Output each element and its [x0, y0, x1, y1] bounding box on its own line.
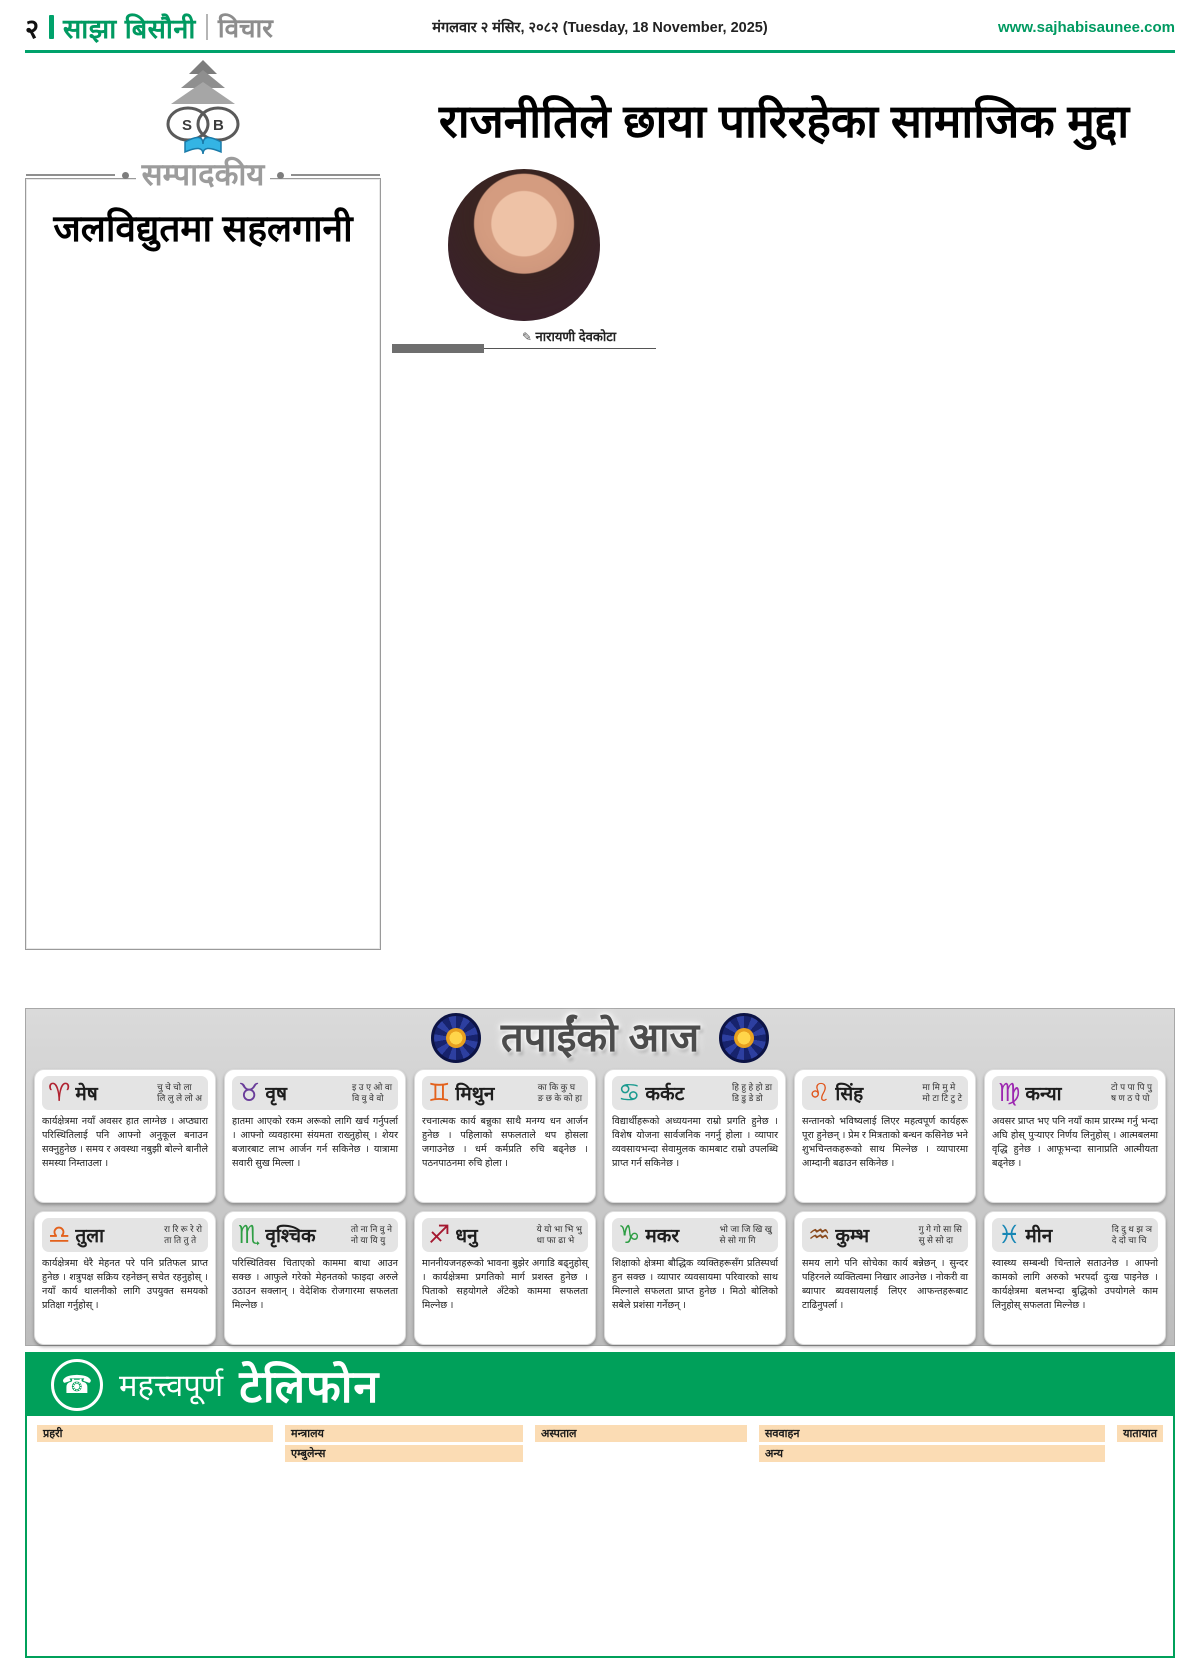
directory-section-heading: अन्य [759, 1445, 1105, 1462]
zodiac-letters: चु चे चो ला लि लु ले लो अ [157, 1081, 202, 1103]
horoscope-banner [26, 1009, 1174, 1067]
pen-icon: ✎ [521, 329, 532, 344]
zodiac-sign-name: वृष [265, 1084, 287, 1105]
telephone-label-small: महत्त्वपूर्ण [119, 1368, 224, 1403]
zodiac-prediction: स्वास्थ्य सम्बन्धी चिन्ताले सताउनेछ । आफ्नो कामको लागि अरुको भरपर्दा दुःख पाइनेछ । कार्यक्षेत्रमा बलभन्दा बुद्धिको उपयोगले काम लिनुहोस् सफलता मिल्नेछ । [992, 1258, 1158, 1311]
directory-section [759, 1425, 1105, 1442]
zodiac-letters: टो प पा पि पु ष ण ठ पे पो [1110, 1081, 1152, 1103]
zodiac-card-header [612, 1076, 778, 1110]
zodiac-sign-icon: ♑ [618, 1220, 641, 1249]
zodiac-sign-name: मिथुन [455, 1084, 495, 1105]
zodiac-card [224, 1069, 406, 1203]
directory-column [285, 1423, 523, 1649]
horoscope-title: तपाईंको आज [500, 1016, 700, 1060]
header-divider [206, 14, 208, 40]
zodiac-sign-name: कन्या [1025, 1084, 1062, 1105]
directory-section-heading: सववाहन [759, 1425, 1105, 1442]
zodiac-sign-icon: ♋ [618, 1078, 641, 1107]
zodiac-sign-name: वृश्चिक [265, 1226, 316, 1247]
zodiac-card-header [612, 1218, 778, 1252]
zodiac-card [794, 1069, 976, 1203]
zodiac-card [414, 1069, 596, 1203]
zodiac-letters: का कि कु घ ङ छ के को हा [537, 1081, 582, 1103]
directory-column [1117, 1423, 1163, 1649]
logo-letter-b: B [213, 117, 224, 134]
zodiac-prediction: कार्यक्षेत्रमा नयाँ अवसर हात लाग्नेछ । अप्ठ्यारा परिस्थितिलाई पनि आफ्नो अनुकूल बनाउन सक्नुहुनेछ । समय र अवस्था नबुझी बोल्ने बानीले समस्या निम्ताउला । [42, 1116, 208, 1169]
zodiac-prediction: रचनात्मक कार्य बन्नुका साथै मनग्य धन आर्जन हुनेछ । पहिलाको सफलताले थप होसला जगाउनेछ । धर्म कर्मप्रति रुचि बढ्नेछ । पठनपाठनमा रुचि होला । [422, 1116, 588, 1169]
directory-section [285, 1445, 523, 1462]
directory-section [535, 1425, 747, 1442]
zodiac-letters: इ उ ए ओ वा वि वु वे वो [352, 1081, 392, 1103]
zodiac-prediction: हातमा आएको रकम अरूको लागि खर्च गर्नुपर्ला । आफ्नो व्यवहारमा संयमता राख्नुहोस् । शेयर बजारबाट लाभ आर्जन गर्न सकिनेछ । यात्रामा सवारी सुख मिल्ला । [232, 1116, 398, 1169]
zodiac-grid [26, 1067, 1174, 1347]
author-name: नारायणी देवकोटा [535, 328, 617, 344]
zodiac-card-header [42, 1076, 208, 1110]
zodiac-card-header [992, 1218, 1158, 1252]
zodiac-prediction: परिस्थितिवस चिताएको काममा बाधा आउन सक्छ । आफुले गरेको मेहनतको फाइदा अरुले उठाउन सक्लान् । वेदेशिक रोजगारमा सफलता मिल्नेछ । [232, 1258, 398, 1311]
zodiac-card [414, 1211, 596, 1345]
zodiac-card-header [232, 1218, 398, 1252]
zodiac-prediction: समय लागे पनि सोचेका कार्य बन्नेछन् । सुन्दर पहिरनले व्यक्तित्वमा निखार आउनेछ । नोकरी वा ब्यापार ब्यवसायलाई लिएर आफन्तहरूबाट टाढिनुपर्ला । [802, 1258, 968, 1311]
zodiac-card [984, 1211, 1166, 1345]
masthead-tick [49, 15, 54, 39]
article-column-2 [676, 165, 914, 953]
phone-icon: ☎ [51, 1359, 103, 1411]
zodiac-wheel-icon [719, 1013, 769, 1063]
zodiac-sign-name: कुम्भ [835, 1226, 870, 1247]
logo-letter-s: S [182, 117, 193, 134]
zodiac-letters: गु गे गो सा सि सु से सो दा [918, 1223, 962, 1245]
zodiac-prediction: कार्यक्षेत्रमा धेरै मेहनत परे पनि प्रतिफल प्राप्त हुनेछ । शत्रुपक्ष सक्रिय रहनेछन् सचेत रहनुहोस् । नयाँ कार्य थालनीको लागि उपयुक्त समयको प्रतिक्षा गर्नुहोस् । [42, 1258, 208, 1311]
zodiac-sign-name: मकर [645, 1226, 680, 1247]
zodiac-prediction: अवसर प्राप्त भए पनि नयाँ काम प्रारम्भ गर्नु भन्दा अघि होस् पुऱ्याएर निर्णय लिनुहोस् । आत्मबलमा वृद्धि हुनेछ । आफूभन्दा सानाप्रति आत्मीयता बढ्नेछ । [992, 1116, 1158, 1169]
article-column-1 [392, 165, 656, 953]
author-photo [448, 169, 600, 321]
zodiac-card-header [232, 1076, 398, 1110]
zodiac-sign-name: मीन [1025, 1226, 1053, 1247]
zodiac-sign-icon: ♐ [428, 1220, 451, 1249]
directory-column [759, 1423, 1105, 1649]
directory-section [1117, 1425, 1163, 1442]
editorial-label-row [26, 158, 380, 192]
zodiac-letters: हि हु हे हो डा डि डु डे डो [731, 1081, 772, 1103]
zodiac-sign-name: कर्कट [645, 1084, 685, 1105]
masthead: साझा बिसौनी [63, 13, 196, 44]
telephone-directory [27, 1416, 1173, 1656]
paper-logo [25, 58, 381, 162]
directory-section-heading: एम्बुलेन्स [285, 1445, 523, 1462]
zodiac-sign-icon: ♊ [428, 1078, 451, 1107]
directory-column [37, 1423, 273, 1649]
zodiac-card-header [992, 1076, 1158, 1110]
zodiac-sign-icon: ♎ [48, 1220, 71, 1249]
section-name: विचार [217, 13, 273, 43]
zodiac-letters: भो जा जि खि खु से सो गा गि [719, 1223, 772, 1245]
zodiac-letters: तो ना नि वु ने नो या यि यु [350, 1223, 392, 1245]
zodiac-letters: रा रि रू रे रो ता ति तु ते [164, 1223, 202, 1245]
zodiac-sign-name: सिंह [835, 1084, 864, 1105]
zodiac-sign-icon: ♈ [48, 1078, 71, 1107]
directory-section [37, 1425, 273, 1442]
article-column-3 [938, 165, 1178, 953]
horoscope-section [25, 1008, 1175, 1346]
directory-column [535, 1423, 747, 1649]
zodiac-card-header [802, 1218, 968, 1252]
zodiac-letters: मा मि मु मे मो टा टि टु टे [922, 1081, 962, 1103]
zodiac-letters: दि दु थ झ ञ दे दो चा चि [1111, 1223, 1152, 1245]
directory-section [285, 1425, 523, 1442]
zodiac-sign-icon: ♒ [808, 1220, 831, 1249]
zodiac-sign-icon: ♌ [808, 1078, 831, 1107]
zodiac-sign-icon: ♍ [998, 1078, 1021, 1107]
zodiac-card [604, 1211, 786, 1345]
zodiac-sign-icon: ♉ [238, 1078, 261, 1107]
zodiac-letters: ये यो भा भि भु धा फा ढा भे [536, 1223, 582, 1245]
zodiac-sign-icon: ♏ [238, 1220, 261, 1249]
zodiac-card [224, 1211, 406, 1345]
zodiac-wheel-icon [431, 1013, 481, 1063]
directory-section-heading: यातायात [1117, 1425, 1163, 1442]
directory-section-heading: अस्पताल [535, 1425, 747, 1442]
issue-date: मंगलवार २ मंसिर, २०८२ (Tuesday, 18 November, 2025) [432, 20, 768, 36]
editorial-column [25, 58, 381, 950]
zodiac-card-header [42, 1218, 208, 1252]
directory-section-heading: मन्त्रालय [285, 1425, 523, 1442]
zodiac-sign-name: मेष [75, 1084, 98, 1105]
zodiac-prediction: विद्यार्थीहरूको अध्ययनमा राम्रो प्रगति हुनेछ । विशेष योजना सार्वजनिक नगर्नु होला । व्यापार व्यवसायभन्दा सेवामुलक कामबाट राम्रो उपलब्धि प्राप्त गर्न सकिनेछ । [612, 1116, 778, 1169]
page-header [25, 8, 1175, 46]
telephone-label-big: टेलिफोन [239, 1360, 380, 1412]
editorial-box [25, 157, 381, 950]
zodiac-card [984, 1069, 1166, 1203]
byline [392, 329, 656, 355]
directory-section [759, 1445, 1105, 1462]
website-link[interactable]: www.sajhabisaunee.com [997, 18, 1175, 36]
directory-section-heading: प्रहरी [37, 1425, 273, 1442]
zodiac-sign-name: तुला [75, 1226, 105, 1247]
zodiac-card-header [422, 1218, 588, 1252]
editorial-body [26, 260, 380, 930]
header-rule [25, 50, 1175, 53]
zodiac-prediction: माननीयजनहरूको भावना बुझेर अगाडि बढ्नुहोस् । कार्यक्षेत्रमा प्रगतिको मार्ग प्रशस्त हुनेछ । पिताको सहयोगले अँटेको काममा सफलता मिल्नेछ । [422, 1258, 588, 1311]
telephone-banner [27, 1354, 1173, 1416]
zodiac-card-header [422, 1076, 588, 1110]
editorial-title: जलविद्युतमा सहलगानी [53, 208, 353, 249]
zodiac-card-header [802, 1076, 968, 1110]
zodiac-prediction: शिक्षाको क्षेत्रमा बौद्धिक व्यक्तिहरूसँग प्रतिस्पर्धा हुन सक्छ । व्यापार व्यवसायमा परिवारको साथ मिल्नाले सफलता प्राप्त हुनेछ । मिठो बोलिको सबेले प्रशंसा गर्नेछन् । [612, 1258, 778, 1311]
zodiac-card [604, 1069, 786, 1203]
zodiac-card [794, 1211, 976, 1345]
logo-book [185, 137, 221, 154]
zodiac-card [34, 1211, 216, 1345]
editorial-label: सम्पादकीय [136, 158, 271, 192]
article-headline: राजनीतिले छाया पारिरहेका सामाजिक मुद्दा [438, 94, 1130, 147]
zodiac-sign-name: धनु [455, 1226, 478, 1247]
zodiac-sign-icon: ♓ [998, 1220, 1021, 1249]
zodiac-prediction: सन्तानको भविष्यलाई लिएर महत्वपूर्ण कार्यहरू पूरा हुनेछन् । प्रेम र मित्रताको बन्धन कसिनेछ भने शुभचिन्तकहरूको साथ मिल्नेछ । व्यापारमा आम्दानी बढाउन सकिनेछ । [802, 1116, 968, 1169]
page-number: २ [25, 13, 40, 44]
zodiac-card [34, 1069, 216, 1203]
telephone-section [25, 1352, 1175, 1658]
